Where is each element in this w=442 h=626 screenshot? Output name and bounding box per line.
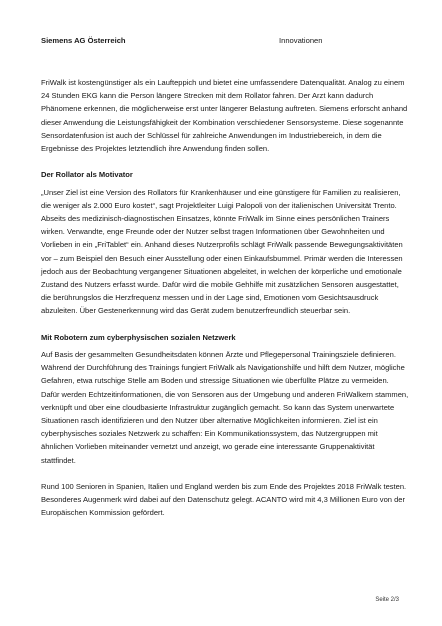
page-number: Seite 2/3 — [375, 597, 399, 603]
heading-rollator-motivator: Der Rollator als Motivator — [41, 170, 133, 180]
company-name: Siemens AG Österreich — [41, 36, 126, 45]
document-body — [41, 76, 409, 520]
page-header — [41, 36, 401, 50]
section-name: Innovationen — [279, 36, 323, 45]
paragraph-cyberphysical-network: Auf Basis der gesammelten Gesundheitsdaten können Ärzte und Pflegepersonal Trainingsziele definieren. Während der Durchführung des Trainings fungiert FriWalk als Navigationshilfe und hilft dem Nutzer, mögliche Gefahren, etwa rutschige Stelle am Boden und stressige Situationen wie überfüllte Plätze zu vermeiden. Dafür werden Echtzeitinformationen, die von Sensoren aus der Umgebung und anderen FriWalkern stammen, verknüpft und über eine cloudbasierte Infrastruktur zugänglich gemacht. So kann das System unerwartete Situationen rasch identifizieren und den Nutzer über alternative Möglichkeiten informieren. Ziel ist ein cyberphysisches soziales Netzwerk zu schaffen: Ein Kommunikationssystem, das Nutzergruppen mit ähnlichen Vorlieben miteinander vernetzt und anzeigt, wo gerade eine interessante Gruppenaktivität stattfindet. — [41, 350, 409, 465]
paragraph-test-seniors: Rund 100 Senioren in Spanien, Italien und England werden bis zum Ende des Projektes 2018 FriWalk testen. Besonderes Augenmerk wird dabei auf den Datenschutz gelegt. ACANTO wird mit 4,3 Millionen Euro von der Europäischen Kommission gefördert. — [41, 482, 407, 518]
paragraph-intro: FriWalk ist kostengünstiger als ein Laufteppich und bietet eine umfassendere Datenqualität. Analog zu einem 24 Stunden EKG kann die Person längere Strecken mit dem Rollator fahren. Der Arzt kann dadurch Phänomene erkennen, die möglicherweise erst unter längerer Belastung auftreten. Siemens erforscht anhand dieser Anwendung die Leistungsfähigkeit der Kombination verschiedener Sensorsysteme. Diese sogenannte Sensordatenfusion ist auch der Schlüssel für zahlreiche Anwendungen im Industriebereich, in dem die Ergebnisse des Projektes letztendlich ihre Anwendung finden sollen. — [41, 78, 408, 154]
heading-cyberphysical-network: Mit Robotern zum cyberphysischen sozialen Netzwerk — [41, 332, 236, 342]
paragraph-rollator-motivator: „Unser Ziel ist eine Version des Rollators für Krankenhäuser und eine günstigere für Familien zu realisieren, die weniger als 2.000 Euro kostet“, sagt Projektleiter Luigi Palopoli von der italienischen Universität Trento. Abseits des medizinisch-diagnostischen Einsatzes, könnte FriWalk im Sinne eines persönlichen Trainers wirken. Verwandte, enge Freunde oder der Nutzer selbst tragen Informationen über Gewohnheiten und Vorlieben in ein „FriTablet“ ein. Anhand dieses Nutzerprofils schlägt FriWalk passende Bewegungsaktivitäten vor – zum Beispiel den Besuch einer Ausstellung oder einen Einkaufsbummel. Primär werden die Interessen jedoch aus der Beobachtung vergangener Situationen abgeleitet, in welchen der körperliche und emotionale Zustand des Nutzers erfasst wurde. Dafür wird die mobile Gehhilfe mit zusätzlichen Sensoren ausgestattet, die berührungslos die Herzfrequenz messen und in der Lage sind, Emotionen vom Gesichtsausdruck abzuleiten. Über Gestenerkennung wird das Gerät zudem benutzerfreundlich steuerbar sein. — [41, 187, 403, 316]
